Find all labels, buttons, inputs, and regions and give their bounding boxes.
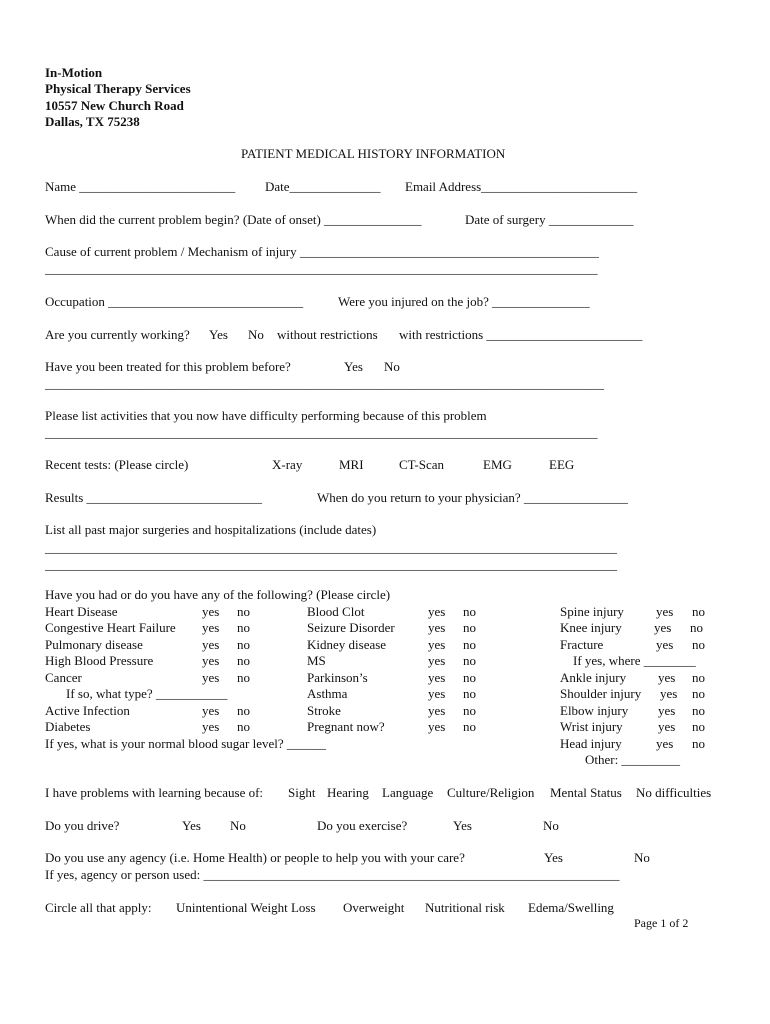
condition-yes-option[interactable]: yes [656,604,674,619]
condition-yes-option[interactable]: yes [428,620,446,635]
weight-loss-option[interactable]: Unintentional Weight Loss [176,900,316,915]
onset-date-field[interactable]: When did the current problem begin? (Date of onset) _______________ [45,212,422,227]
learning-mental-status-option[interactable]: Mental Status [550,785,622,800]
condition-no-option[interactable]: no [463,653,476,668]
fracture-where-field[interactable]: If yes, where ________ [573,653,696,668]
condition-no-option[interactable]: no [463,670,476,685]
name-field[interactable]: Name ________________________ [45,179,236,194]
condition-no-option[interactable]: no [237,653,250,668]
working-yes-option[interactable]: Yes [209,327,228,342]
condition-no-option[interactable]: no [463,604,476,619]
condition-kidney: Kidney disease [307,637,387,652]
recent-tests-label: Recent tests: (Please circle) [45,457,189,472]
condition-high-bp: High Blood Pressure [45,653,154,668]
condition-yes-option[interactable]: yes [428,653,446,668]
condition-pregnant: Pregnant now? [307,719,385,734]
condition-no-option[interactable]: no [463,620,476,635]
injured-on-job-field[interactable]: Were you injured on the job? _______________ [338,294,590,309]
treated-no-option[interactable]: No [384,359,400,374]
with-restrictions-field[interactable]: with restrictions ________________________ [399,327,643,342]
condition-no-option[interactable]: no [237,637,250,652]
condition-shoulder-injury: Shoulder injury [560,686,642,701]
clinic-street: 10557 New Church Road [45,98,184,113]
blood-sugar-field[interactable]: If yes, what is your normal blood sugar level? ______ [45,736,326,751]
condition-yes-option[interactable]: yes [658,670,676,685]
condition-no-option[interactable]: no [692,637,705,652]
condition-pulmonary: Pulmonary disease [45,637,143,652]
condition-yes-option[interactable]: yes [654,620,672,635]
condition-blood-clot: Blood Clot [307,604,365,619]
condition-yes-option[interactable]: yes [202,604,220,619]
condition-ankle-injury: Ankle injury [560,670,627,685]
condition-no-option[interactable]: no [237,604,250,619]
condition-yes-option[interactable]: yes [428,604,446,619]
condition-yes-option[interactable]: yes [202,653,220,668]
condition-yes-option[interactable]: yes [202,637,220,652]
drive-yes-option[interactable]: Yes [182,818,201,833]
condition-yes-option[interactable]: yes [658,703,676,718]
clinic-city: Dallas, TX 75238 [45,114,140,129]
condition-wrist-injury: Wrist injury [560,719,623,734]
other-condition-field[interactable]: Other: _________ [585,752,680,767]
condition-yes-option[interactable]: yes [428,637,446,652]
surgeries-question: List all past major surgeries and hospitalizations (include dates) [45,522,377,537]
cause-extra-line[interactable]: _____________________________________________________________________________________ [45,261,598,276]
agency-name-field[interactable]: If yes, agency or person used: ________________________________________________________________ [45,867,620,882]
condition-no-option[interactable]: no [237,670,250,685]
condition-yes-option[interactable]: yes [202,620,220,635]
condition-no-option[interactable]: no [692,736,705,751]
condition-yes-option[interactable]: yes [656,637,674,652]
condition-no-option[interactable]: no [463,719,476,734]
activities-line[interactable]: _____________________________________________________________________________________ [45,425,598,440]
condition-fracture: Fracture [560,637,604,652]
condition-no-option[interactable]: no [237,719,250,734]
condition-yes-option[interactable]: yes [202,703,220,718]
condition-no-option[interactable]: no [237,620,250,635]
condition-knee-injury: Knee injury [560,620,622,635]
condition-no-option[interactable]: no [692,670,705,685]
exercise-yes-option[interactable]: Yes [453,818,472,833]
test-emg-option[interactable]: EMG [483,457,512,472]
occupation-field[interactable]: Occupation ______________________________ [45,294,304,309]
condition-yes-option[interactable]: yes [656,736,674,751]
condition-yes-option[interactable]: yes [428,703,446,718]
agency-no-option[interactable]: No [634,850,650,865]
conditions-question: Have you had or do you have any of the following? (Please circle) [45,587,391,602]
without-restrictions-option[interactable]: without restrictions [277,327,378,342]
condition-no-option[interactable]: no [237,703,250,718]
condition-no-option[interactable]: no [692,703,705,718]
clinic-subtitle: Physical Therapy Services [45,81,191,96]
condition-parkinsons: Parkinson’s [307,670,368,685]
learning-label: I have problems with learning because of: [45,785,264,800]
condition-no-option[interactable]: no [463,637,476,652]
condition-yes-option[interactable]: yes [428,686,446,701]
condition-yes-option[interactable]: yes [428,719,446,734]
condition-stroke: Stroke [307,703,341,718]
surgeries-line-2[interactable]: ________________________________________________________________________________________ [45,557,617,572]
date-field[interactable]: Date______________ [265,179,381,194]
learning-culture-option[interactable]: Culture/Religion [447,785,535,800]
condition-chf: Congestive Heart Failure [45,620,176,635]
learning-hearing-option[interactable]: Hearing [327,785,369,800]
condition-no-option[interactable]: no [463,686,476,701]
cancer-type-field[interactable]: If so, what type? ___________ [66,686,228,701]
clinic-name: In-Motion [45,65,103,80]
drive-no-option[interactable]: No [230,818,246,833]
cause-field[interactable]: Cause of current problem / Mechanism of injury ______________________________________________ [45,244,599,259]
surgery-date-field[interactable]: Date of surgery _____________ [465,212,634,227]
email-field[interactable]: Email Address________________________ [405,179,638,194]
nutritional-risk-option[interactable]: Nutritional risk [425,900,505,915]
condition-no-option[interactable]: no [692,719,705,734]
agency-yes-option[interactable]: Yes [544,850,563,865]
treated-question: Have you been treated for this problem before? [45,359,291,374]
drive-question: Do you drive? [45,818,120,833]
test-xray-option[interactable]: X-ray [272,457,303,472]
condition-elbow-injury: Elbow injury [560,703,629,718]
overweight-option[interactable]: Overweight [343,900,405,915]
condition-ms: MS [307,653,326,668]
test-eeg-option[interactable]: EEG [549,457,575,472]
condition-heart-disease: Heart Disease [45,604,118,619]
condition-yes-option[interactable]: yes [202,719,220,734]
condition-seizure: Seizure Disorder [307,620,395,635]
condition-diabetes: Diabetes [45,719,91,734]
condition-asthma: Asthma [307,686,348,701]
exercise-no-option[interactable]: No [543,818,559,833]
page-number: Page 1 of 2 [634,916,689,930]
test-mri-option[interactable]: MRI [339,457,364,472]
condition-yes-option[interactable]: yes [660,686,678,701]
working-question: Are you currently working? [45,327,190,342]
condition-yes-option[interactable]: yes [658,719,676,734]
condition-head-injury: Head injury [560,736,622,751]
treated-extra-line[interactable]: ______________________________________________________________________________________ [45,376,604,391]
condition-spine-injury: Spine injury [560,604,624,619]
activities-question: Please list activities that you now have difficulty performing because of this problem [45,408,487,423]
surgeries-line-1[interactable]: ________________________________________________________________________________________ [45,540,617,555]
learning-language-option[interactable]: Language [382,785,434,800]
condition-no-option[interactable]: no [463,703,476,718]
condition-no-option[interactable]: no [692,686,705,701]
condition-no-option[interactable]: no [690,620,703,635]
edema-swelling-option[interactable]: Edema/Swelling [528,900,614,915]
learning-sight-option[interactable]: Sight [288,785,316,800]
agency-question: Do you use any agency (i.e. Home Health) or people to help you with your care? [45,850,465,865]
learning-no-difficulties-option[interactable]: No difficulties [636,785,712,800]
condition-cancer: Cancer [45,670,82,685]
condition-yes-option[interactable]: yes [202,670,220,685]
circle-all-label: Circle all that apply: [45,900,152,915]
results-field[interactable]: Results ___________________________ [45,490,263,505]
condition-active-infection: Active Infection [45,703,130,718]
condition-no-option[interactable]: no [692,604,705,619]
test-ctscan-option[interactable]: CT-Scan [399,457,445,472]
condition-yes-option[interactable]: yes [428,670,446,685]
treated-yes-option[interactable]: Yes [344,359,363,374]
physician-return-field[interactable]: When do you return to your physician? ________________ [317,490,628,505]
form-title: PATIENT MEDICAL HISTORY INFORMATION [241,146,506,161]
exercise-question: Do you exercise? [317,818,408,833]
working-no-option[interactable]: No [248,327,264,342]
